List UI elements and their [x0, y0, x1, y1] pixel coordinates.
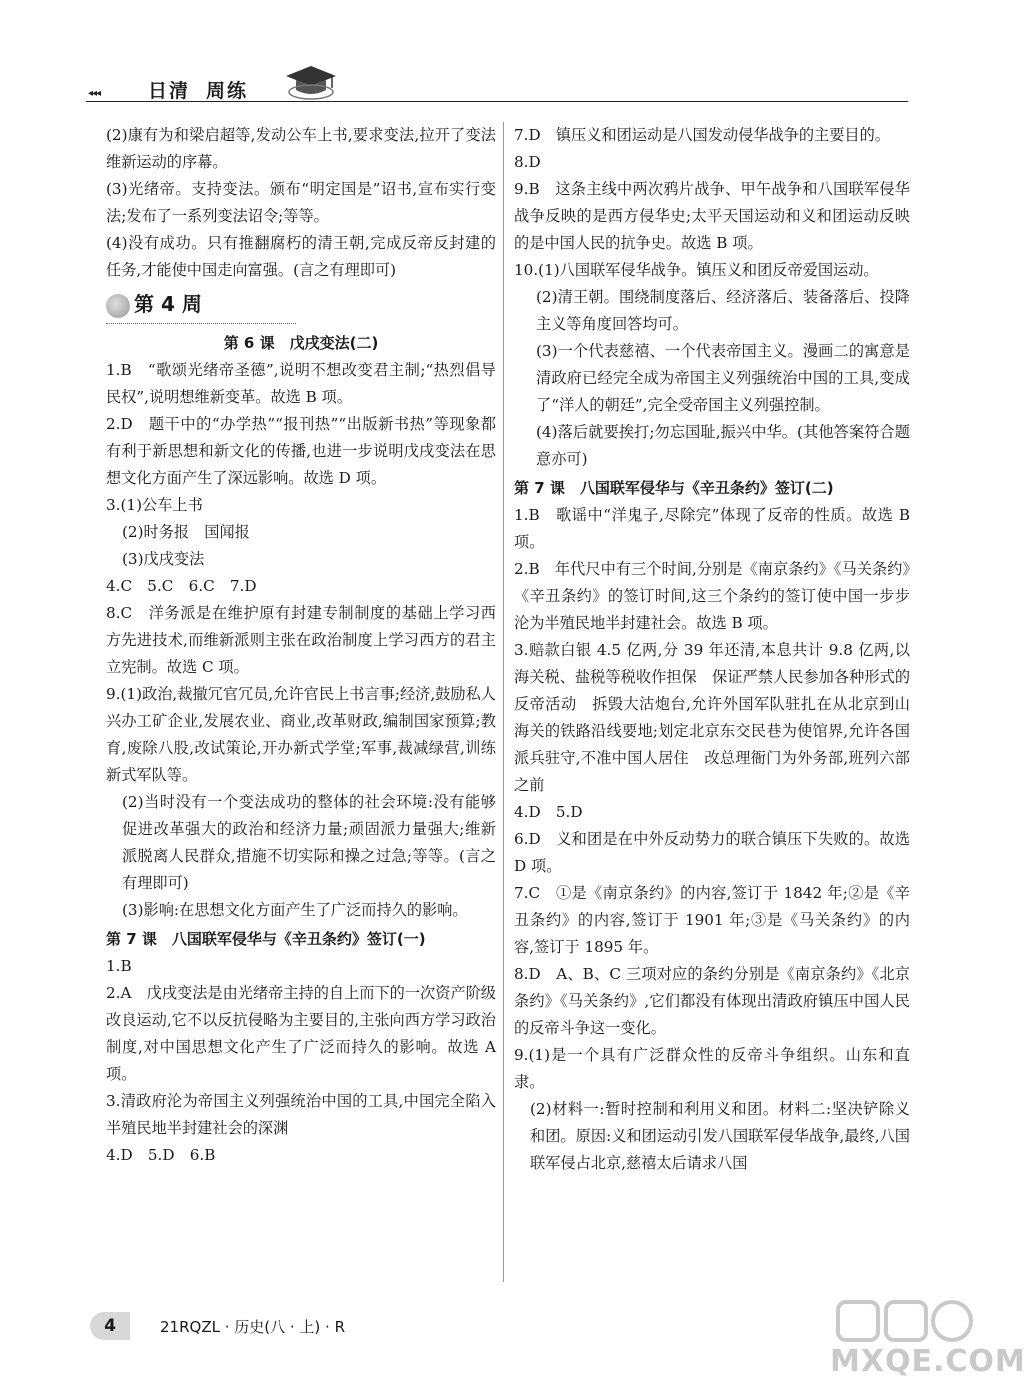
watermark [830, 1296, 1026, 1386]
header-title-a: 日清 [148, 80, 191, 102]
answer-item: (3)一个代表慈禧、一个代表帝国主义。漫画二的寓意是清政府已经完全成为帝国主义列强统治中国的工具,变成了“洋人的朝廷”,完全受帝国主义列强控制。 [536, 342, 910, 414]
header-title-b: 周练 [206, 80, 249, 102]
lesson-title: 第 7 课 八国联军侵华与《辛丑条约》签订(二) [514, 479, 834, 497]
answer-item: (2)清王朝。围绕制度落后、经济落后、装备落后、投降主义等角度回答均可。 [536, 288, 910, 333]
answer-item: 1.B 歌谣中“洋鬼子,尽除完”体现了反帝的性质。故选 B 项。 [514, 506, 910, 551]
graduation-cap-icon [282, 62, 340, 102]
lesson-title: 第 6 课 戊戌变法(二) [223, 334, 379, 352]
answer-item: 1.B [106, 957, 132, 975]
week-badge-icon [106, 294, 130, 318]
answer-item: (3)戊戌变法 [122, 550, 205, 568]
answer-item: 9.(1)政治,裁撤冗官冗员,允许官民上书言事;经济,鼓励私人兴办工矿企业,发展农业、商业,改革财政,编制国家预算;教育,废除八股,改试策论,开办新式学堂;军事,裁减绿营,训练新式军队等。 [106, 685, 496, 784]
week-title: 第 4 周 [134, 292, 202, 316]
week-underline [106, 323, 296, 324]
answer-item: 3.(1)公车上书 [106, 496, 203, 514]
answer-item: 7.D 镇压义和团运动是八国发动侵华战争的主要目的。 [514, 126, 890, 144]
answer-item: 8.C 洋务派是在维护原有封建专制制度的基础上学习西方先进技术,而维新派则主张在政治制度上学习西方的君主立宪制。故选 C 项。 [106, 604, 496, 676]
page-number: 4 [90, 1312, 130, 1340]
answer-item: 8.D A、B、C 三项对应的条约分别是《南京条约》《北京条约》《马关条约》,它们都没有体现出清政府镇压中国人民的反帝斗争这一变化。 [514, 965, 910, 1037]
answer-item: (4)落后就要挨打;勿忘国耻,振兴中华。(其他答案符合题意亦可) [536, 423, 910, 468]
answer-item: (4)没有成功。只有推翻腐朽的清王朝,完成反帝反封建的任务,才能使中国走向富强。(言之有理即可) [106, 234, 496, 279]
answer-item: 10.(1)八国联军侵华战争。镇压义和团反帝爱国运动。 [514, 261, 879, 279]
page-footer [90, 1312, 490, 1342]
answer-item: 7.C ①是《南京条约》的内容,签订于 1842 年;②是《辛丑条约》的内容,签订于 1901 年;③是《马关条约》的内容,签订于 1895 年。 [514, 884, 910, 956]
answer-item: 2.A 戊戌变法是由光绪帝主持的自上而下的一次资产阶级改良运动,它不以反抗侵略为主要目的,主张向西方学习政治制度,对中国思想文化产生了广泛而持久的影响。故选 A 项。 [106, 984, 496, 1083]
book-code: 21RQZL · 历史(八 · 上) · R [160, 1318, 345, 1336]
left-column [106, 122, 496, 1169]
watermark-logo-icon [830, 1296, 980, 1346]
watermark-text: MXQE.COM [830, 1344, 1026, 1379]
answer-item: (3)影响:在思想文化方面产生了广泛而持久的影响。 [122, 901, 468, 919]
answer-item: (3)光绪帝。支持变法。颁布“明定国是”诏书,宣布实行变法;发布了一系列变法诏令;等等。 [106, 180, 496, 225]
answer-item: 1.B “歌颂光绪帝圣德”,说明不想改变君主制;“热烈倡导民权”,说明想维新变革。故选 B 项。 [106, 361, 496, 406]
week-heading [106, 286, 496, 326]
header-title [148, 76, 264, 103]
answer-item: 2.B 年代尺中有三个时间,分别是《南京条约》《马关条约》《辛丑条约》的签订时间,这三个条约的签订使中国一步步沦为半殖民地半封建社会。故选 B 项。 [514, 560, 910, 632]
answer-item: (2)当时没有一个变法成功的整体的社会环境:没有能够促进改革强大的政治和经济力量;顽固派力量强大;维新派脱离人民群众,措施不切实际和操之过急;等等。(言之有理即可) [122, 793, 496, 892]
right-column [514, 122, 910, 1177]
answer-item: 4.C 5.C 6.C 7.D [106, 577, 257, 595]
answer-item: (2)材料一:暂时控制和利用义和团。材料二:坚决铲除义和团。原因:义和团运动引发八国联军侵华战争,最终,八国联军侵占北京,慈禧太后请求八国 [530, 1100, 910, 1172]
answer-item: 2.D 题干中的“办学热”“报刊热”“出版新书热”等现象都有利于新思想和新文化的传播,也进一步说明戊戌变法在思想文化方面产生了深远影响。故选 D 项。 [106, 415, 496, 487]
header-rule [86, 101, 908, 102]
answer-item: 6.D 义和团是在中外反动势力的联合镇压下失败的。故选 D 项。 [514, 830, 910, 875]
header-arrows: ◂◂◂ [88, 88, 101, 99]
answer-item: 3.赔款白银 4.5 亿两,分 39 年还清,本息共计 9.8 亿两,以海关税、盐税等税收作担保 保证严禁人民参加各种形式的反帝活动 拆毁大沽炮台,允许外国军队驻扎在从北京到山海关的铁路沿线要地;划定北京东交民巷为使馆界,允许各国派兵驻守,不准中国人居住 改总理衙门为外务部,班列六部之前 [514, 641, 910, 794]
answer-item: 9.(1)是一个具有广泛群众性的反帝斗争组织。山东和直隶。 [514, 1046, 910, 1091]
answer-item: 4.D 5.D 6.B [106, 1146, 216, 1164]
answer-item: (2)时务报 国闻报 [122, 523, 250, 541]
answer-item: 4.D 5.D [514, 803, 583, 821]
column-divider [503, 122, 504, 1282]
answer-item: 9.B 这条主线中两次鸦片战争、甲午战争和八国联军侵华战争反映的是西方侵华史;太平天国运动和义和团运动反映的是中国人民的抗争史。故选 B 项。 [514, 180, 910, 252]
answer-item: 8.D [514, 153, 541, 171]
lesson-title: 第 7 课 八国联军侵华与《辛丑条约》签订(一) [106, 930, 426, 948]
answer-item: 3.清政府沦为帝国主义列强统治中国的工具,中国完全陷入半殖民地半封建社会的深渊 [106, 1092, 496, 1137]
page-header [86, 60, 908, 104]
answer-item: (2)康有为和梁启超等,发动公车上书,要求变法,拉开了变法维新运动的序幕。 [106, 126, 496, 171]
